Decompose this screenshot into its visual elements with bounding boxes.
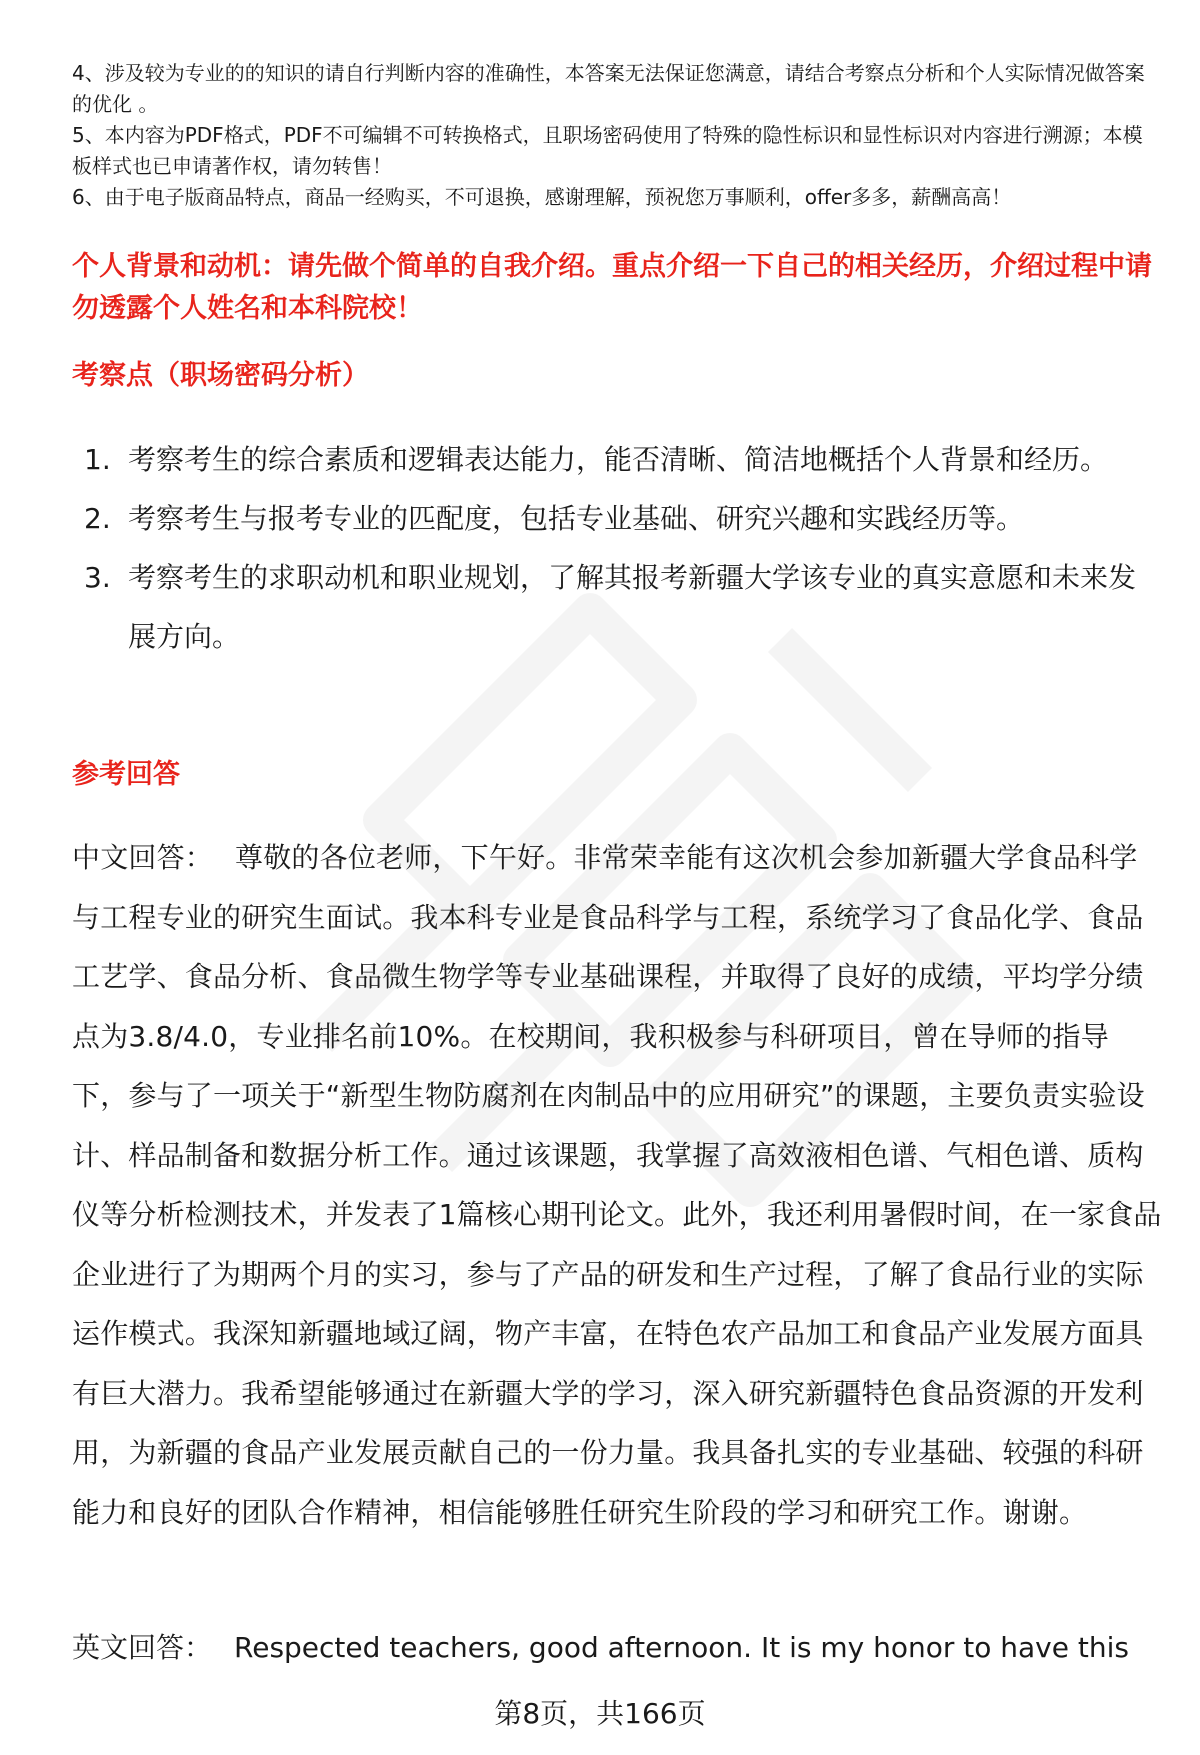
note-item-6: 6、由于电子版商品特点，商品一经购买，不可退换，感谢理解，预祝您万事顺利，offer多多，薪酬高高！ — [72, 185, 1012, 209]
answer-english-label: 英文回答： — [72, 1631, 213, 1664]
list-item-number: 2. — [84, 502, 111, 535]
notes-block — [72, 58, 1162, 213]
exam-points-heading: 考察点（职场密码分析） — [72, 360, 369, 391]
question-heading: 个人背景和动机：请先做个简单的自我介绍。重点介绍一下自己的相关经历，介绍过程中请勿透露个人姓名和本科院校！ — [72, 251, 1152, 324]
note-item-5: 5、本内容为PDF格式，PDF不可编辑不可转换格式，且职场密码使用了特殊的隐性标识和显性标识对内容进行溯源；本模板样式也已申请著作权，请勿转售！ — [72, 123, 1143, 178]
list-item — [84, 548, 1144, 666]
answer-chinese — [72, 828, 1162, 1542]
list-item-text: 考察考生与报考专业的匹配度，包括专业基础、研究兴趣和实践经历等。 — [128, 502, 1025, 535]
list-item — [84, 430, 1144, 489]
list-item-text: 考察考生的求职动机和职业规划，了解其报考新疆大学该专业的真实意愿和未来发展方向。 — [128, 561, 1137, 653]
answer-english — [72, 1628, 1172, 1668]
list-item-text: 考察考生的综合素质和逻辑表达能力，能否清晰、简洁地概括个人背景和经历。 — [128, 443, 1109, 476]
reference-heading: 参考回答 — [72, 759, 180, 790]
note-item-4: 4、涉及较为专业的的知识的请自行判断内容的准确性，本答案无法保证您满意，请结合考察点分析和个人实际情况做答案的优化 。 — [72, 61, 1145, 116]
list-item-number: 1. — [84, 443, 111, 476]
page-number-footer: 第8页，共166页 — [494, 1697, 706, 1730]
answer-chinese-label: 中文回答： — [72, 841, 214, 874]
list-item-number: 3. — [84, 561, 111, 594]
list-item — [84, 489, 1144, 548]
exam-points-list — [84, 430, 1144, 666]
answer-chinese-text: 尊敬的各位老师，下午好。非常荣幸能有这次机会参加新疆大学食品科学与工程专业的研究生面试。我本科专业是食品科学与工程，系统学习了食品化学、食品工艺学、食品分析、食品微生物学等专业基础课程，并取得了良好的成绩，平均学分绩点为3.8/4.0，专业排名前10%。在校期间，我积极参与科研项目，曾在导师的指导下，参与了一项关于“新型生物防腐剂在肉制品中的应用研究”的课题，主要负责实验设计、样品制备和数据分析工作。通过该课题，我掌握了高效液相色谱、气相色谱、质构仪等分析检测技术，并发表了1篇核心期刊论文。此外，我还利用暑假时间，在一家食品企业进行了为期两个月的实习，参与了产品的研发和生产过程，了解了食品行业的实际运作模式。我深知新疆地域辽阔，物产丰富，在特色农产品加工和食品产业发展方面具有巨大潜力。我希望能够通过在新疆大学的学习，深入研究新疆特色食品资源的开发利用，为新疆的食品产业发展贡献自己的一份力量。我具备扎实的专业基础、较强的科研能力和良好的团队合作精神，相信能够胜任研究生阶段的学习和研究工作。谢谢。 — [72, 841, 1162, 1529]
answer-english-text: Respected teachers, good afternoon. It is my honor to have this — [234, 1631, 1129, 1664]
